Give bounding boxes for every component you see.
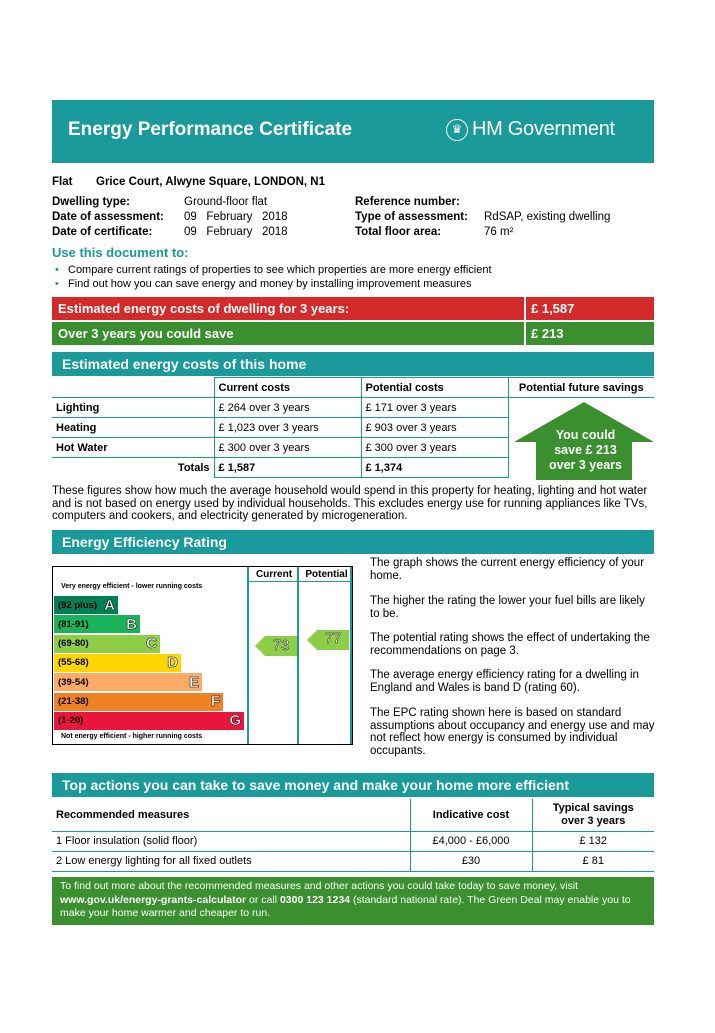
actions-table	[52, 799, 654, 872]
rating-band-f	[54, 693, 223, 711]
row-label: Heating	[52, 418, 214, 438]
rating-paragraph: The higher the rating the lower your fuel bills are likely to be.	[370, 595, 645, 620]
date-assessment-label: Date of assessment:	[52, 211, 164, 223]
col-current-label: Current	[255, 569, 293, 580]
assessment-type-value: RdSAP, existing dwelling	[484, 211, 611, 223]
save-value: £ 213	[524, 322, 654, 345]
estimated-cost-bar	[52, 297, 654, 320]
row-label: Lighting	[52, 398, 214, 418]
bottom-caption: Not energy efficient - higher running costs	[61, 733, 203, 740]
col-savings-line: Typical savings	[552, 801, 634, 814]
rating-band-b	[54, 615, 140, 633]
table-row	[52, 831, 654, 851]
column-header-divider	[247, 581, 352, 582]
save-label: Over 3 years you could save	[58, 326, 234, 341]
footer-text: or call	[246, 893, 280, 906]
band-range: (21-38)	[58, 696, 89, 707]
page-title: Energy Performance Certificate	[68, 119, 353, 140]
row-potential: £ 300 over 3 years	[361, 438, 508, 458]
row-current: £ 1,023 over 3 years	[214, 418, 361, 438]
use-doc-bullet: Find out how you can save energy and money by installing improvement measures	[68, 278, 472, 290]
measure-saving: £ 81	[532, 851, 654, 871]
floor-area-label: Total floor area:	[355, 226, 442, 238]
col-measures: Recommended measures	[52, 799, 410, 831]
band-range: (81-91)	[58, 618, 89, 630]
band-letter: C	[146, 635, 157, 653]
crest-icon: ♛	[446, 119, 468, 141]
current-rating-value: 73	[272, 637, 290, 654]
potential-rating-value: 77	[324, 630, 342, 647]
costs-section-title: Estimated energy costs of this home	[52, 352, 654, 376]
band-letter: F	[210, 693, 220, 710]
savings-arrow-text	[514, 428, 658, 473]
row-label: Hot Water	[52, 438, 214, 458]
date-assessment-value: 09 February 2018	[184, 211, 288, 223]
measure-cost: £30	[410, 851, 532, 871]
col-savings-line: over 3 years	[561, 814, 626, 827]
rating-section-title: Energy Efficiency Rating	[52, 530, 654, 554]
row-potential: £ 171 over 3 years	[361, 398, 508, 418]
band-range: (39-54)	[58, 676, 89, 688]
table-row	[52, 398, 654, 418]
table-header-row	[52, 378, 654, 398]
rating-paragraph: The average energy efficiency rating for a dwelling in England and Wales is band D (rating 60).	[370, 669, 639, 694]
table-header-row	[52, 799, 654, 831]
bullet-icon: •	[55, 278, 59, 290]
bullet-icon: •	[55, 264, 59, 276]
top-caption: Very energy efficient - lower running costs	[61, 583, 203, 590]
footer-text: (standard national rate). The Green Deal may enable you to make your home warmer and cheaper to run.	[60, 893, 631, 919]
phone-number: 0300 123 1234	[279, 893, 351, 906]
totals-current: £ 1,587	[214, 458, 361, 478]
measure-name: 2 Low energy lighting for all fixed outlets	[52, 851, 410, 871]
certificate-header	[52, 100, 654, 163]
measure-saving: £ 132	[532, 831, 654, 851]
footer-text: To find out more about the recommended measures and other actions you could take today to save money, visit	[60, 880, 579, 892]
arrow-line: You could	[555, 428, 616, 442]
rating-band-c	[54, 635, 160, 653]
potential-column	[299, 567, 352, 744]
band-range: (1-20)	[58, 715, 84, 727]
use-doc-heading: Use this document to:	[52, 245, 189, 260]
logo-text: HM Government	[472, 118, 615, 140]
totals-potential: £ 1,374	[361, 458, 508, 478]
col-potential: Potential costs	[361, 378, 508, 398]
col-potential-label: Potential	[305, 569, 348, 580]
row-current: £ 264 over 3 years	[214, 398, 361, 418]
row-potential: £ 903 over 3 years	[361, 418, 508, 438]
band-range: (69-80)	[58, 638, 89, 650]
empty-header	[52, 378, 214, 398]
band-range: (92 plus)	[58, 599, 98, 611]
reference-label: Reference number:	[355, 196, 460, 208]
row-current: £ 300 over 3 years	[214, 438, 361, 458]
arrow-line: over 3 years	[549, 458, 622, 472]
floor-area-value: 76 m²	[484, 226, 514, 238]
dwelling-type-label: Dwelling type:	[52, 196, 130, 208]
costs-note: These figures show how much the average household would spend in this property for heating, lighting and hot water and is not based on energy used by individual households. This excludes energy use for running appliances like TVs, computers and cookers, and electricity generated by microgeneration.	[52, 485, 648, 522]
band-letter: D	[167, 654, 178, 672]
use-doc-bullet: Compare current ratings of properties to see which properties are more energy efficient	[68, 264, 492, 276]
costs-table	[52, 377, 654, 478]
measure-cost: £4,000 - £6,000	[410, 831, 532, 851]
arrow-line: save £ 213	[554, 443, 617, 457]
col-savings: Potential future savings	[508, 378, 654, 398]
actions-footer	[52, 877, 654, 925]
hm-government-logo	[446, 118, 615, 141]
actions-section-title: Top actions you can take to save money and make your home more efficient	[52, 773, 654, 797]
property-address: Grice Court, Alwyne Square, LONDON, N1	[96, 176, 325, 188]
totals-label: Totals	[52, 458, 214, 478]
band-letter: G	[229, 712, 241, 730]
band-range: (55-68)	[58, 657, 89, 669]
col-cost: Indicative cost	[410, 799, 532, 831]
assessment-type-label: Type of assessment:	[355, 211, 468, 223]
property-type: Flat	[52, 176, 73, 188]
rating-band-g	[54, 712, 244, 730]
band-letter: B	[126, 615, 137, 633]
table-row	[52, 851, 654, 871]
save-bar	[52, 322, 654, 345]
band-letter: A	[104, 596, 115, 614]
rating-band-a	[54, 596, 118, 614]
rating-band-e	[54, 673, 202, 691]
estimated-cost-value: £ 1,587	[524, 297, 654, 320]
date-certificate-label: Date of certificate:	[52, 226, 153, 238]
rating-chart	[52, 566, 353, 745]
col-savings	[532, 799, 654, 831]
dwelling-type-value: Ground-floor flat	[184, 196, 268, 208]
grants-link[interactable]: www.gov.uk/energy-grants-calculator	[60, 893, 247, 906]
band-letter: E	[188, 673, 199, 691]
rating-paragraph: The graph shows the current energy efficiency of your home.	[370, 557, 645, 582]
date-certificate-value: 09 February 2018	[184, 226, 288, 238]
rating-paragraph: The potential rating shows the effect of undertaking the recommendations on page 3.	[370, 632, 650, 657]
estimated-cost-label: Estimated energy costs of dwelling for 3 years:	[58, 301, 350, 316]
savings-cell	[508, 398, 654, 478]
col-current: Current costs	[214, 378, 361, 398]
rating-band-d	[54, 654, 181, 672]
measure-name: 1 Floor insulation (solid floor)	[52, 831, 410, 851]
rating-paragraph: The EPC rating shown here is based on standard assumptions about occupancy and energy use and may not reflect how energy is consumed by individual occupants.	[370, 707, 655, 757]
